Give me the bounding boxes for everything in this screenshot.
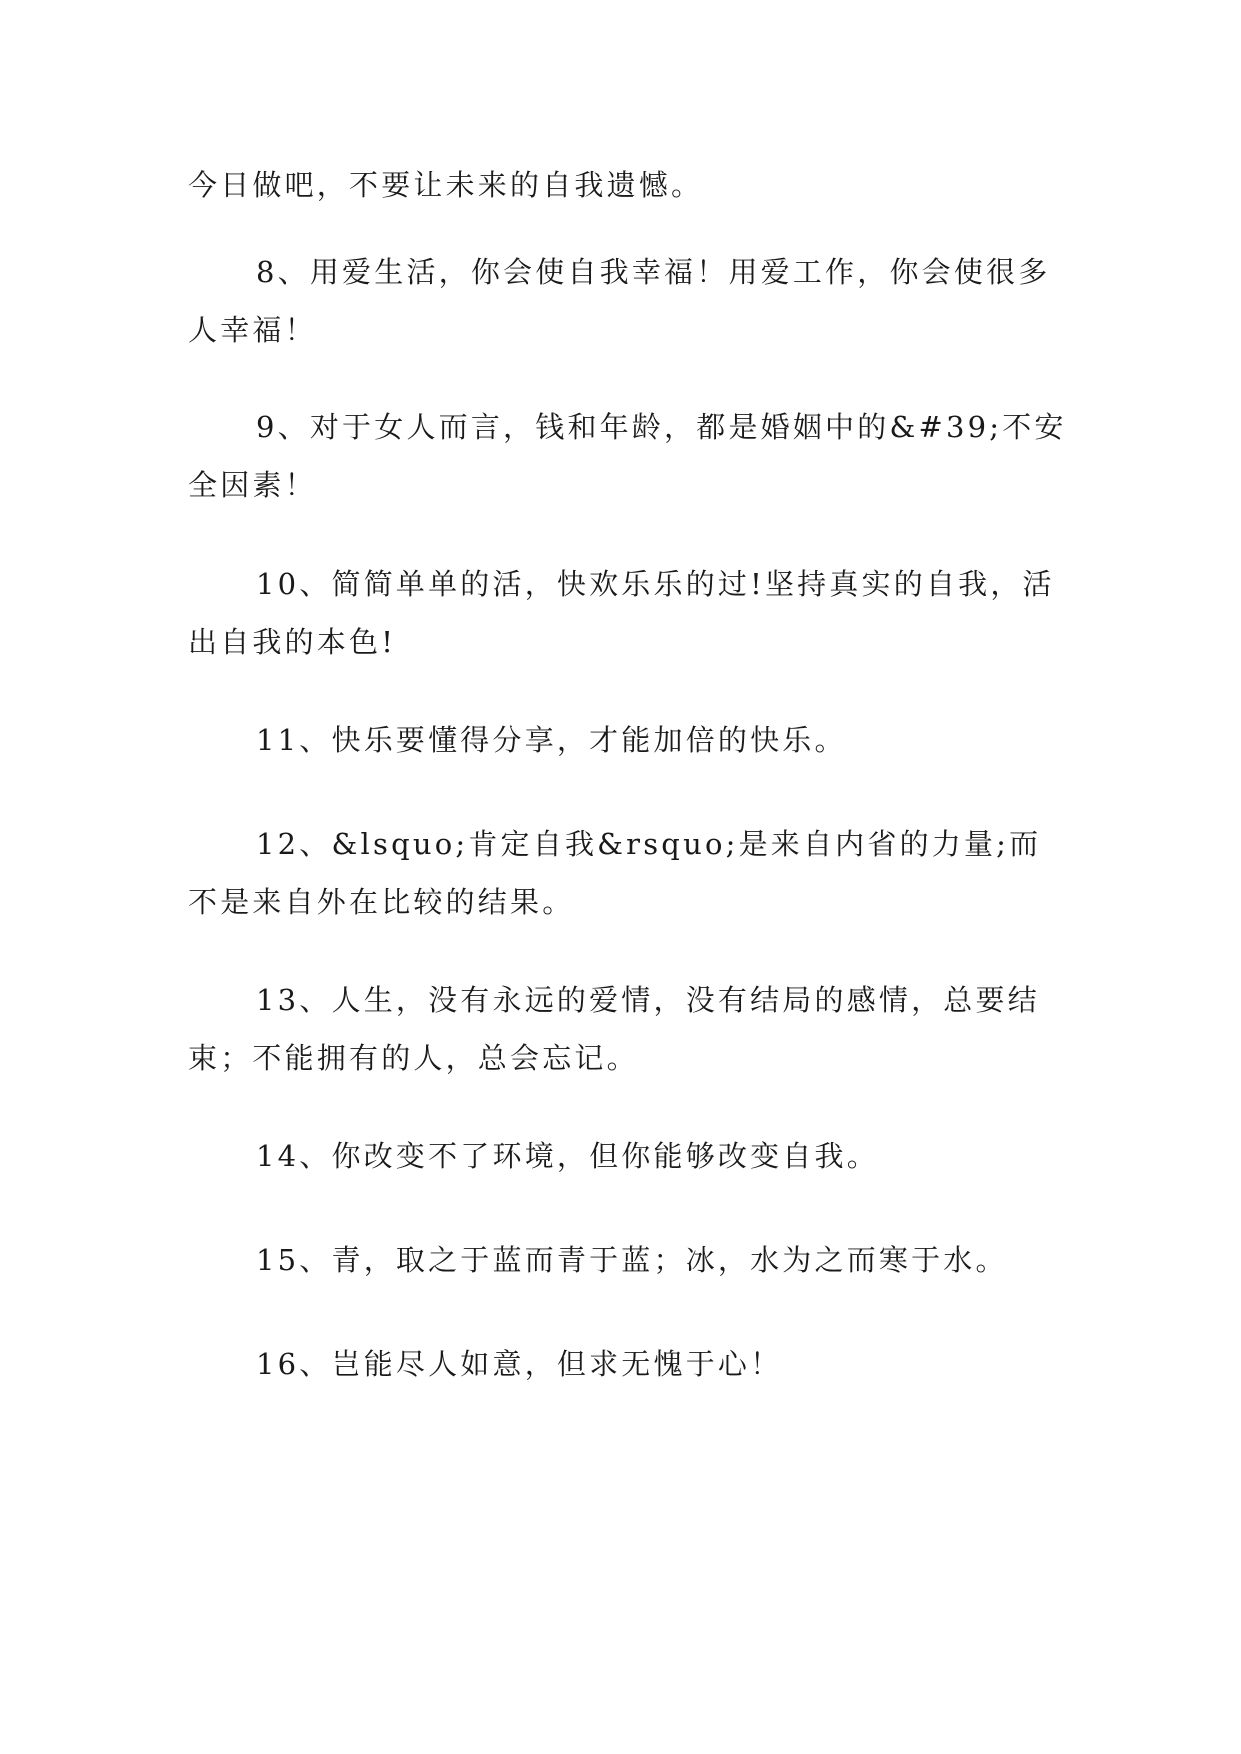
paragraph-13: 13、人生，没有永远的爱情，没有结局的感情，总要结束；不能拥有的人，总会忘记。 bbox=[188, 983, 1040, 1075]
paragraph-continuation: 今日做吧，不要让未来的自我遗憾。 bbox=[188, 168, 704, 202]
paragraph-9: 9、对于女人而言，钱和年龄，都是婚姻中的&#39;不安全因素！ bbox=[188, 410, 1067, 502]
paragraph-12: 12、&lsquo;肯定自我&rsquo;是来自内省的力量;而不是来自外在比较的结果。 bbox=[188, 827, 1042, 919]
paragraph-11: 11、快乐要懂得分享，才能加倍的快乐。 bbox=[256, 723, 847, 757]
paragraph-8: 8、用爱生活，你会使自我幸福！用爱工作，你会使很多人幸福！ bbox=[188, 255, 1051, 347]
paragraph-10: 10、简简单单的活，快欢乐乐的过!坚持真实的自我，活出自我的本色! bbox=[188, 567, 1055, 659]
paragraph-15: 15、青，取之于蓝而青于蓝；冰，水为之而寒于水。 bbox=[256, 1243, 1008, 1277]
paragraph-16: 16、岂能尽人如意，但求无愧于心！ bbox=[256, 1347, 783, 1381]
paragraph-14: 14、你改变不了环境，但你能够改变自我。 bbox=[256, 1139, 879, 1173]
